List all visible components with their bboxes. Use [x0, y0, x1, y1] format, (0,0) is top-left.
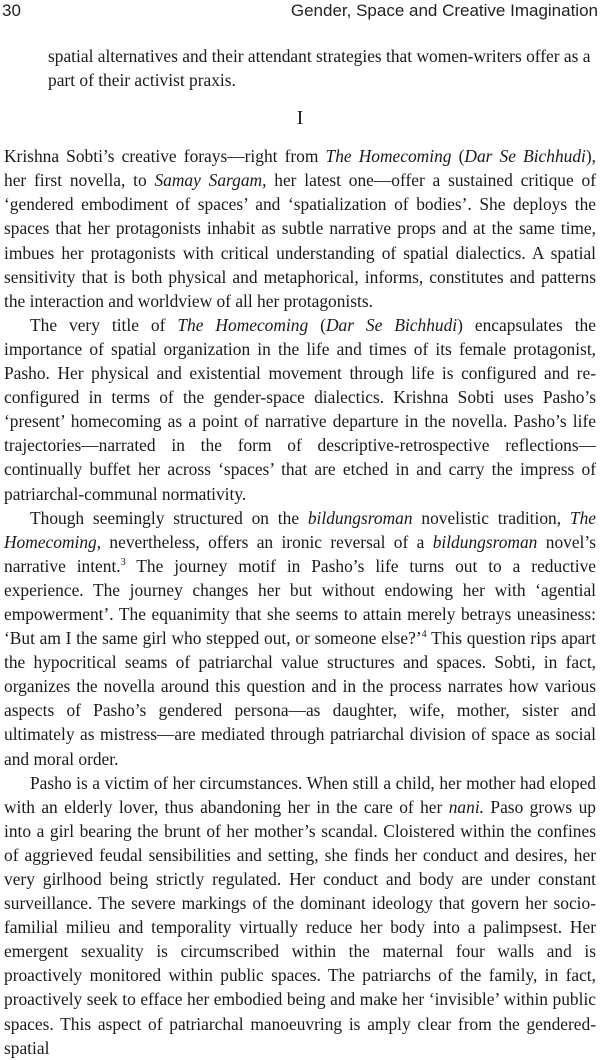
- italic-title: Dar Se Bichhudi: [464, 146, 586, 167]
- text-run: ), her first novella, to: [4, 146, 596, 191]
- paragraph-1: [4, 144, 596, 313]
- paragraph-4: [4, 771, 596, 1060]
- body-text: [4, 44, 596, 1060]
- paragraph-3: [4, 506, 596, 771]
- text-run: This question rips apart the hypocritical seams of patriarchal value structures and spaces. Sobti, in fact, organizes the novella around this question and in the process narrates how various aspects of Pasho’s gendered persona—as daughter, wife, mother, sister and ultimately as mistress—are mediated through patriarchal division of space as social and moral order.: [4, 628, 596, 769]
- italic-title: The Homecoming: [177, 314, 309, 335]
- text-run: ) encapsulates the importance of spatial organization in the life and times of its female protagonist, Pasho. Her physical and existential movement through life is configured and re-configured in terms of the gender-space dialectics. Krishna Sobti uses Pasho’s ‘present’ homecoming as a point of narrative departure in the novella. Pasho’s life trajectories—narrated in the form of descriptive-retrospective reflections—continually buffet her across ‘spaces’ that are etched in and carry the impress of patriarchal-communal normativity.: [4, 314, 596, 504]
- italic-term: bildungsroman: [432, 531, 538, 552]
- footnote-marker: 4: [421, 629, 427, 641]
- section-marker: I: [296, 107, 304, 130]
- paragraph-2: [4, 313, 596, 506]
- italic-title: Dar Se Bichhudi: [325, 314, 458, 335]
- running-title: Gender, Space and Creative Imagination: [290, 1, 598, 20]
- italic-title: The Homecoming: [325, 146, 452, 167]
- italic-title: Samay Sargam,: [154, 170, 267, 191]
- text-run: nevertheless, offers an ironic reversal of a: [101, 531, 433, 552]
- page-number: 30: [2, 1, 21, 20]
- text-run: The journey motif in Pasho’s life turns out to a reductive experience. The journey changes her but without endowing her with ‘agential empowerment’. The equanimity that she seems to attain merely betrays uneasiness: ‘But am I the same girl who stepped out, or someone else?’: [4, 555, 596, 649]
- footnote-marker: 3: [120, 556, 126, 568]
- running-head: [2, 1, 598, 25]
- opening-paragraph: spatial alternatives and their attendant strategies that women-writers offer as a part of their activist praxis.: [48, 46, 591, 91]
- text-run: (: [308, 314, 326, 335]
- italic-term: bildungsroman: [307, 507, 413, 528]
- text-run: The very title of: [30, 314, 178, 335]
- text-run: Pasho is a victim of her circumstances. When still a child, her mother had eloped with an elderly lover, thus abandoning her in the care of her: [4, 772, 596, 817]
- text-run: Though seemingly structured on the: [30, 507, 308, 528]
- italic-term: nani.: [448, 796, 484, 817]
- text-run: Paso grows up into a girl bearing the brunt of her mother’s scandal. Cloistered within the confines of aggrieved feudal sensibilities and setting, she finds her conduct and desires, her very girlhood being strictly regulated. Her conduct and body are under constant surveillance. The severe markings of the dominant ideology that govern her socio-familial milieu and temporality virtually reduce her body into a palimpsest. Her emergent sexuality is circumscribed within the maternal four walls and is proactively monitored within public spaces. The patriarchs of the family, in fact, proactively seek to efface her embodied being and make her ‘invisible’ within public spaces. This aspect of patriarchal manoeuvring is amply clear from the gendered-spatial: [4, 796, 596, 1058]
- text-run: novelistic tradition,: [412, 507, 570, 528]
- italic-title: The Homecoming,: [4, 507, 596, 552]
- text-run: (: [451, 146, 465, 167]
- text-run: Krishna Sobti’s creative forays—right from: [4, 146, 326, 167]
- text-run: novel’s narrative intent.: [4, 531, 596, 576]
- text-run: her latest one—offer a sustained critique of ‘gendered embodiment of spaces’ and ‘spatialization of bodies’. She deploys the spaces that her protagonists inhabit as subtle narrative props and at the same time, imbues her protagonists with critical understanding of spatial dialectics. A spatial sensitivity that is both physical and metaphorical, informs, constitutes and patterns the interaction and worldview of all her protagonists.: [4, 170, 596, 311]
